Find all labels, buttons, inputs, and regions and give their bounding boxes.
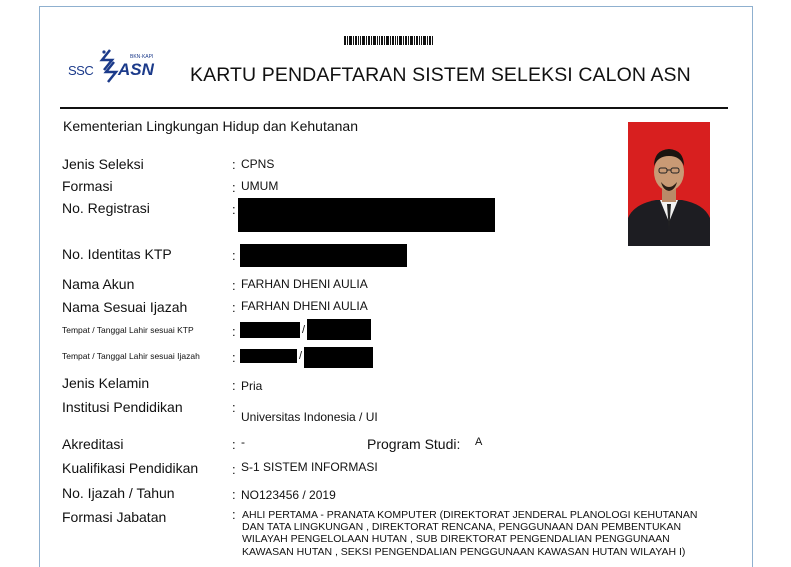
colon: :	[232, 400, 236, 415]
applicant-photo	[628, 122, 710, 246]
redacted-birthdate-ijazah	[304, 347, 373, 368]
formasi-jabatan-label: Formasi Jabatan	[62, 509, 167, 525]
colon: :	[232, 202, 236, 217]
ttl-ktp-separator: /	[302, 324, 306, 336]
kualifikasi-label: Kualifikasi Pendidikan	[62, 460, 199, 476]
registration-card	[39, 6, 753, 567]
ssc-asn-logo	[68, 48, 154, 88]
formasi-label: Formasi	[62, 178, 113, 194]
colon: :	[232, 487, 236, 502]
akreditasi-label: Akreditasi	[62, 436, 124, 452]
ttl-ijazah-separator: /	[299, 350, 303, 362]
colon: :	[232, 324, 236, 339]
program-studi-label: Program Studi:	[367, 436, 461, 452]
barcode	[344, 36, 450, 45]
program-studi-value: A	[475, 436, 483, 448]
redacted-birthplace-ktp	[240, 322, 300, 338]
nama-ijazah-value: FARHAN DHENI AULIA	[241, 299, 368, 313]
nama-akun-value: FARHAN DHENI AULIA	[241, 277, 368, 291]
colon: :	[232, 350, 236, 365]
redacted-registration-number	[238, 198, 495, 232]
redacted-birthdate-ktp	[307, 319, 371, 340]
header-divider	[60, 107, 728, 109]
ttl-ijazah-label: Tempat / Tanggal Lahir sesuai Ijazah	[62, 351, 200, 361]
colon: :	[232, 278, 236, 293]
colon: :	[232, 157, 236, 172]
institusi-label: Institusi Pendidikan	[62, 399, 183, 415]
jenis-kelamin-label: Jenis Kelamin	[62, 375, 150, 391]
ministry-name: Kementerian Lingkungan Hidup dan Kehutanan	[63, 118, 359, 134]
colon: :	[232, 248, 236, 263]
ttl-ktp-label: Tempat / Tanggal Lahir sesuai KTP	[62, 325, 194, 335]
colon: :	[232, 378, 236, 393]
logo-mark-icon	[98, 48, 120, 88]
jenis-seleksi-label: Jenis Seleksi	[62, 156, 144, 172]
redacted-birthplace-ijazah	[240, 349, 297, 363]
nama-akun-label: Nama Akun	[62, 276, 135, 292]
logo-small-text: BKN·KAPI	[130, 54, 154, 60]
jenis-seleksi-value: CPNS	[241, 157, 275, 171]
kualifikasi-value: S-1 SISTEM INFORMASI	[241, 460, 378, 474]
nama-ijazah-label: Nama Sesuai Ijazah	[62, 299, 188, 315]
colon: :	[232, 507, 236, 522]
formasi-value: UMUM	[241, 179, 279, 193]
institusi-value: Universitas Indonesia / UI	[241, 410, 378, 424]
akreditasi-value: -	[241, 435, 245, 449]
redacted-ktp-number	[240, 244, 407, 267]
ijazah-tahun-label: No. Ijazah / Tahun	[62, 485, 175, 501]
logo-ssc-text: SSC	[68, 63, 94, 78]
page-title: KARTU PENDAFTARAN SISTEM SELEKSI CALON ASN	[190, 64, 691, 86]
colon: :	[232, 437, 236, 452]
jenis-kelamin-value: Pria	[241, 379, 263, 393]
colon: :	[232, 180, 236, 195]
ijazah-tahun-value: NO123456 / 2019	[241, 488, 336, 502]
colon: :	[232, 462, 236, 477]
no-registrasi-label: No. Registrasi	[62, 200, 150, 216]
colon: :	[232, 300, 236, 315]
logo-asn-text: ASN	[118, 60, 154, 79]
formasi-jabatan-value: AHLI PERTAMA - PRANATA KOMPUTER (DIREKTORAT JENDERAL PLANOLOGI KEHUTANAN DAN TATA LINGKUNGAN , DIREKTORAT RENCANA, PENGGUNAAN DAN PEMBENTUKAN WILAYAH PENGELOLAAN HUTAN , SUB DIREKTORAT PENGENDALIAN PENGGUNAAN KAWASAN HUTAN , SEKSI PENGENDALIAN PENGGUNAAN KAWASAN HUTAN WILAYAH I)	[242, 509, 698, 558]
no-identitas-label: No. Identitas KTP	[62, 246, 172, 262]
